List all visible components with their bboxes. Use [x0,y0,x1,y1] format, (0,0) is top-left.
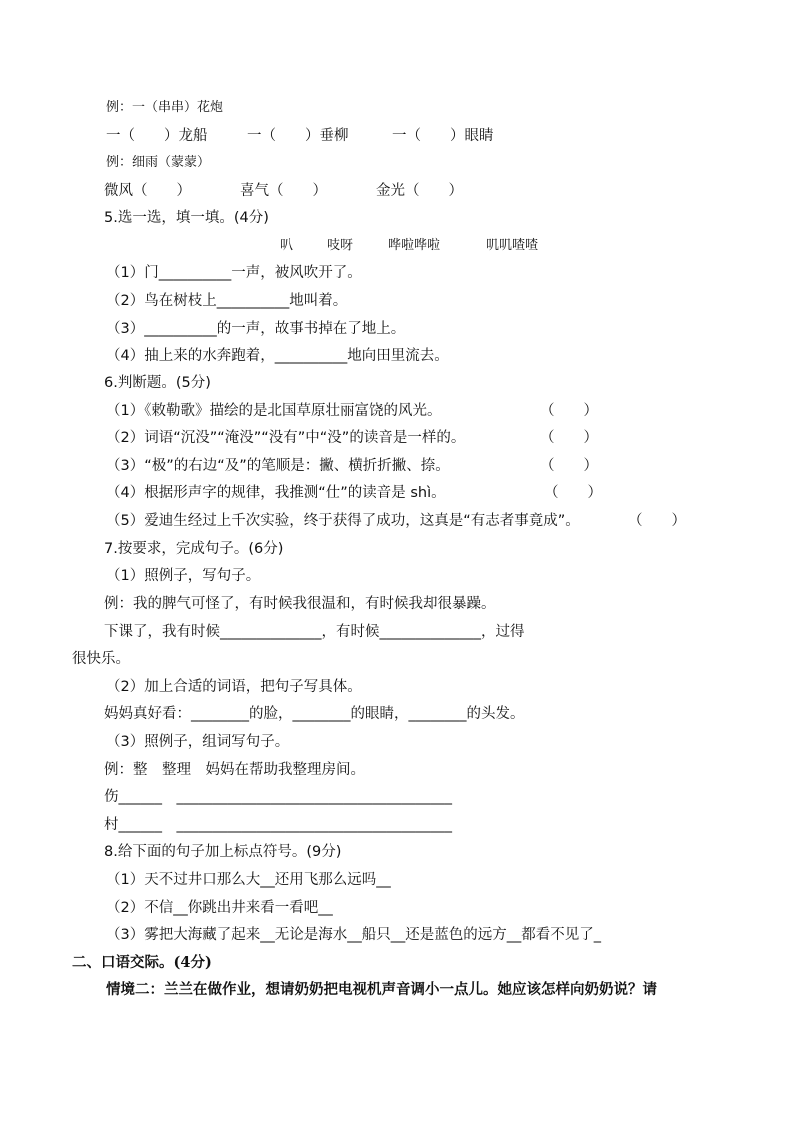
q8-item-2: （2）不信__你跳出井来看一看吧__ [106,900,333,916]
q5-option-3: 哗啦哗啦 [388,238,441,253]
q5-item-4: （4）抽上来的水奔跑着，__________地向田里流去。 [106,348,449,364]
q6-bracket-3: （ ） [540,458,598,474]
q4-example-1: 例：一（串串）花炮 [106,100,224,115]
q4-blank-6: 金光（ ） [376,183,463,199]
q5-item-1: （1）门__________一声，被风吹开了。 [106,265,362,281]
q7-heading: 7.按要求，完成句子。(6分) [104,541,284,557]
q6-bracket-5: （ ） [628,513,686,529]
q6-item-2: （2）词语“沉没”“淹没”“没有”中“没”的读音是一样的。 [106,430,466,446]
q5-option-1: 叭 [280,238,294,253]
q8-item-1: （1）天不过井口那么大__还用飞那么远吗__ [106,872,391,888]
q5-option-2: 吱呀 [327,238,354,253]
q7-fill-3b: 村______ ______________________________________ [104,817,452,833]
q7-fill-3a: 伤______ ______________________________________ [104,789,452,805]
q5-option-4: 叽叽喳喳 [486,238,539,253]
section-2-scenario: 情境二：兰兰在做作业，想请奶奶把电视机声音调小一点儿。她应该怎样向奶奶说？请 [106,981,657,998]
q6-item-3: （3）“极”的右边“及”的笔顺是：撇、横折折撇、捺。 [106,458,450,474]
q4-blank-2: 一（ ）垂柳 [247,128,349,144]
q5-item-2: （2）鸟在树枝上__________地叫着。 [106,293,348,309]
q7-fill-2: 妈妈真好看：________的脸，________的眼睛，________的头发。 [104,706,525,722]
q4-blank-3: 一（ ）眼睛 [392,128,494,144]
section-2-heading: 二、口语交际。(4分) [72,954,212,971]
q7-sub-1: （1）照例子，写句子。 [106,568,261,584]
q7-fill-1b: 很快乐。 [72,651,130,667]
q5-heading: 5.选一选，填一填。(4分) [104,210,269,226]
q7-example-3: 例：整 整理 妈妈在帮助我整理房间。 [104,762,365,778]
q6-bracket-1: （ ） [540,403,598,419]
q8-heading: 8.给下面的句子加上标点符号。(9分) [104,844,342,860]
q5-item-3: （3）__________的一声，故事书掉在了地上。 [106,321,406,337]
q6-item-1: （1）《敕勒歌》描绘的是北国草原壮丽富饶的风光。 [106,403,442,419]
q7-example-1: 例：我的脾气可怪了，有时候我很温和，有时候我却很暴躁。 [104,596,496,612]
q6-bracket-2: （ ） [540,430,598,446]
q6-heading: 6.判断题。(5分) [104,375,211,391]
q6-item-4: （4）根据形声字的规律，我推测“仕”的读音是 shì。 [106,485,446,501]
q4-blank-4: 微风（ ） [104,183,191,199]
q7-sub-3: （3）照例子，组词写句子。 [106,734,290,750]
q7-fill-1: 下课了，我有时候______________，有时候______________，过得 [104,624,525,640]
q6-bracket-4: （ ） [544,485,602,501]
q4-example-2: 例：细雨（蒙蒙） [106,155,211,170]
q4-blank-1: 一（ ）龙船 [106,128,208,144]
q8-item-3: （3）雾把大海藏了起来__无论是海水__船只__还是蓝色的远方__都看不见了_ [106,927,601,943]
q6-item-5: （5）爱迪生经过上千次实验，终于获得了成功，这真是“有志者事竟成”。 [106,513,580,529]
q7-sub-2: （2）加上合适的词语，把句子写具体。 [106,679,362,695]
q4-blank-5: 喜气（ ） [240,183,327,199]
